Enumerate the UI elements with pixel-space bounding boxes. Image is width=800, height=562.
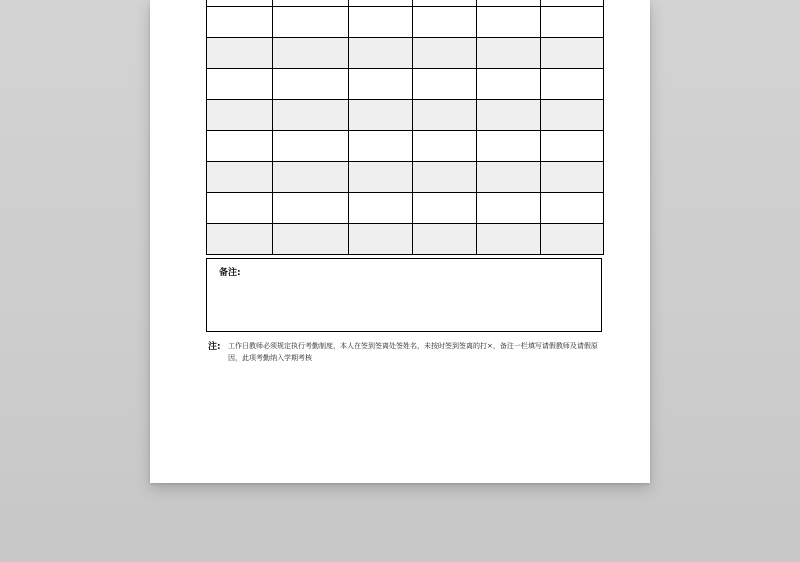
table-cell[interactable] [413, 131, 477, 162]
table-cell[interactable] [477, 69, 541, 100]
table-cell[interactable] [541, 193, 604, 224]
table-cell[interactable] [541, 131, 604, 162]
table-cell[interactable] [207, 131, 273, 162]
table-cell[interactable] [413, 162, 477, 193]
table-cell[interactable] [477, 162, 541, 193]
table-cell[interactable] [273, 38, 349, 69]
table-cell[interactable] [349, 162, 413, 193]
table-cell[interactable] [349, 224, 413, 255]
note-text: 工作日教师必须规定执行考勤制度，本人在签到签离处签姓名，未按时签到签离的打×，备注一栏填写请假教师及请假原因，此项考勤纳入学期考核 [228, 342, 598, 362]
attendance-table [206, 0, 603, 259]
table-cell[interactable] [273, 193, 349, 224]
table-cell[interactable] [273, 162, 349, 193]
table-cell[interactable] [413, 193, 477, 224]
table-cell[interactable] [207, 224, 273, 255]
table-row [207, 100, 604, 131]
table-row [207, 69, 604, 100]
table-cell[interactable] [413, 224, 477, 255]
table-cell[interactable] [477, 224, 541, 255]
table-row [207, 162, 604, 193]
table-cell[interactable] [207, 38, 273, 69]
table-cell[interactable] [349, 7, 413, 38]
table-row [207, 224, 604, 255]
table-cell[interactable] [413, 100, 477, 131]
table-cell[interactable] [207, 69, 273, 100]
table-row [207, 38, 604, 69]
table-cell[interactable] [541, 38, 604, 69]
table-cell[interactable] [541, 69, 604, 100]
table-cell[interactable] [541, 224, 604, 255]
table-cell[interactable] [207, 193, 273, 224]
note-label: 注: [208, 342, 221, 352]
table-cell[interactable] [413, 7, 477, 38]
table-cell[interactable] [273, 100, 349, 131]
table-cell[interactable] [273, 7, 349, 38]
table-cell[interactable] [349, 193, 413, 224]
table-row [207, 193, 604, 224]
table-cell[interactable] [207, 162, 273, 193]
table-cell[interactable] [541, 100, 604, 131]
table-row [207, 131, 604, 162]
table-cell[interactable] [349, 69, 413, 100]
table-cell[interactable] [541, 7, 604, 38]
table-cell[interactable] [349, 100, 413, 131]
remarks-label: 备注: [219, 268, 241, 278]
table-cell[interactable] [349, 38, 413, 69]
table-cell[interactable] [349, 131, 413, 162]
table-cell[interactable] [413, 38, 477, 69]
table-cell[interactable] [273, 224, 349, 255]
table-cell[interactable] [207, 100, 273, 131]
table-cell[interactable] [477, 7, 541, 38]
remarks-box[interactable] [206, 258, 602, 332]
table-cell[interactable] [541, 162, 604, 193]
table-cell[interactable] [273, 131, 349, 162]
table-cell[interactable] [477, 100, 541, 131]
table-cell[interactable] [413, 69, 477, 100]
table-cell[interactable] [477, 131, 541, 162]
table-cell[interactable] [207, 7, 273, 38]
table-row [207, 7, 604, 38]
table-cell[interactable] [477, 193, 541, 224]
table-cell[interactable] [477, 38, 541, 69]
table-cell[interactable] [273, 69, 349, 100]
